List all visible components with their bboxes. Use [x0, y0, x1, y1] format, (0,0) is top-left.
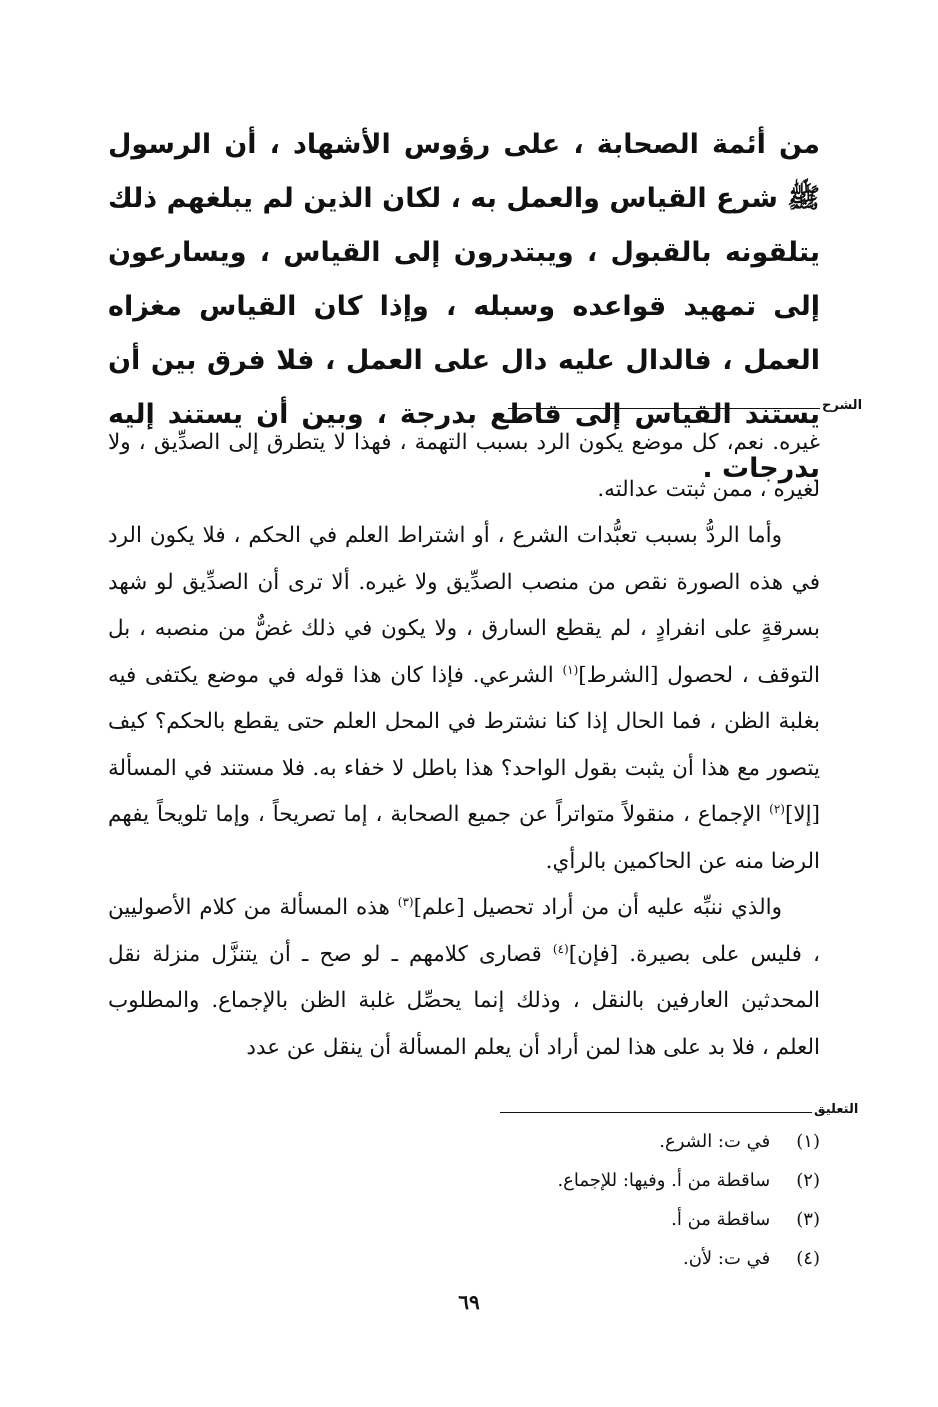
footnote-item [400, 1239, 820, 1278]
sharh-divider [508, 408, 820, 409]
footnote-item [400, 1161, 820, 1200]
sharh-text: وأما الردُّ بسبب تعبُّدات الشرع ، أو اشتراط العلم في الحكم ، فلا يكون الرد في هذه الصورة نقص من منصب الصدِّيق ولا غيره. ألا ترى أن الصدِّيق لو شهد بسرقةٍ على انفرادٍ ، لم يقطع السارق ، ولا يكون في ذلك غضٌّ من منصبه ، بل التوقف ، لحصول [الشرط] [108, 523, 821, 688]
sharh-text: والذي ننبِّه عليه أن من أراد تحصيل [علم] [413, 895, 782, 920]
sharh-text: قصارى كلامهم ـ لو صح ـ أن يتنزَّل منزلة نقل المحدثين العارفين بالنقل ، وذلك إنما يحصِّل غلبة الظن بالإجماع. والمطلوب العلم ، فلا بد على هذا لمن أراد أن يعلم المسألة أن ينقل عن عدد [108, 941, 820, 1060]
sharh-text-block [108, 420, 820, 1071]
footnote-text: في ت: الشرع. [659, 1131, 771, 1152]
footnote-number: (٤) [796, 1248, 820, 1269]
footnote-ref-3: (٣) [397, 894, 414, 909]
footnotes-list [400, 1122, 820, 1278]
sharh-text: هذه المسألة من كلام الأصوليين ، فليس على بصيرة. [فإن] [108, 895, 820, 967]
sharh-text: الشرعي. فإذا كان هذا قوله في موضع يكتفى فيه بغلبة الظن ، فما الحال إذا كنا نشترط في المحل العلم حتى يقطع بالحكم؟ كيف يتصور مع هذا أن يثبت بقول الواحد؟ هذا باطل لا خفاء به. فلا مستند في المسألة [إلا] [108, 662, 820, 827]
footnote-item [400, 1122, 820, 1161]
footnote-ref-1: (١) [562, 662, 579, 677]
sharh-paragraph-2 [108, 513, 820, 885]
page-number: ٦٩ [458, 1290, 480, 1314]
sharh-paragraph-3 [108, 885, 820, 1071]
matn-paragraph: من أئمة الصحابة ، على رؤوس الأشهاد ، أن الرسول ﷺ شرع القياس والعمل به ، لكان الذين لم يبلغهم ذلك يتلقونه بالقبول ، ويبتدرون إلى القياس ، ويسارعون إلى تمهيد قواعده وسبله ، وإذا كان القياس مغزاه العمل ، فالدال عليه دال على العمل ، فلا فرق بين أن يستند القياس إلى قاطع بدرجة ، وبين أن يستند إليه بدرجات . [108, 129, 820, 484]
footnote-text: ساقطة من أ. وفيها: للإجماع. [557, 1170, 771, 1191]
footnote-item [400, 1200, 820, 1239]
notes-divider [500, 1112, 812, 1113]
footnote-number: (٢) [796, 1170, 820, 1191]
sharh-text: الإجماع ، منقولاً متواتراً عن جميع الصحابة ، إما تصريحاً ، وإما تلويحاً يفهم الرضا منه عن الحاكمين بالرأي. [108, 802, 820, 874]
notes-label: التعليق [814, 1102, 859, 1117]
sharh-label: الشرح [822, 398, 863, 413]
footnote-number: (٣) [796, 1209, 820, 1230]
footnote-text: في ت: لأن. [682, 1248, 771, 1269]
footnote-number: (١) [796, 1131, 820, 1152]
sharh-paragraph-1: غيره. نعم، كل موضع يكون الرد بسبب التهمة ، فهذا لا يتطرق إلى الصدِّيق ، ولا لغيره ، ممن ثبتت عدالته. [108, 430, 820, 502]
footnote-ref-4: (٤) [552, 941, 569, 956]
footnote-ref-2: (٢) [769, 801, 785, 816]
footnote-text: ساقطة من أ. [671, 1209, 771, 1230]
